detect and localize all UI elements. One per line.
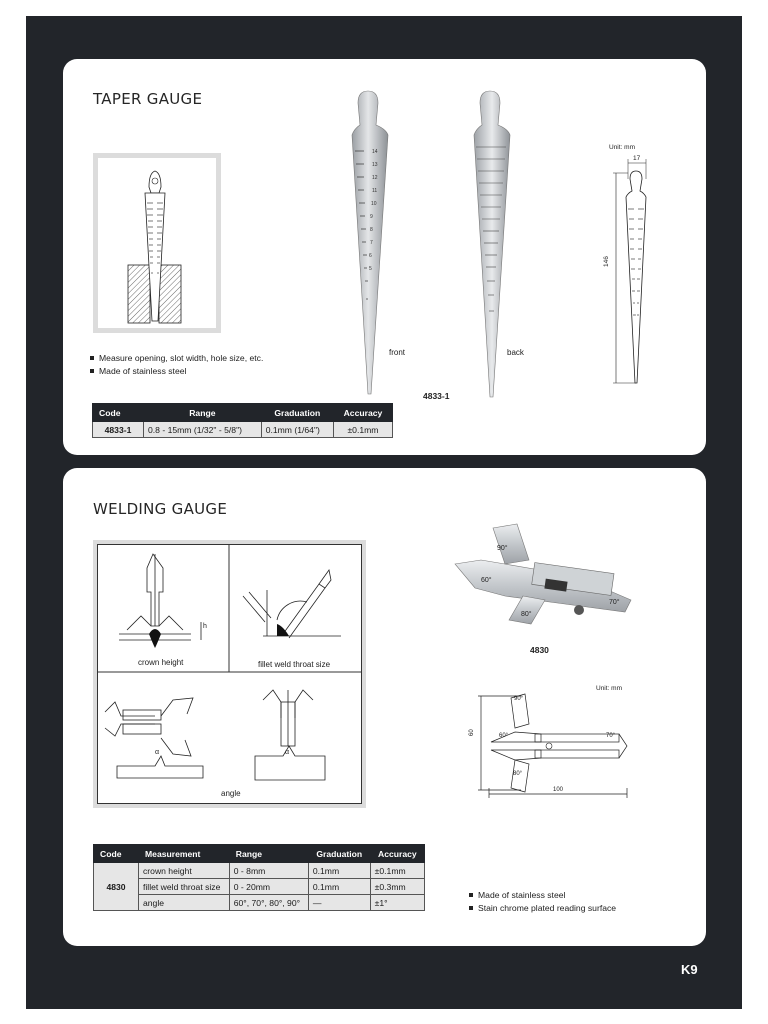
welding-gauge-panel xyxy=(63,468,706,946)
cell-code: 4830 xyxy=(94,863,139,911)
welding-gauge-photo xyxy=(445,520,645,630)
col-header-accuracy: Accuracy xyxy=(370,845,424,863)
weld-height-dim: 60 xyxy=(469,729,475,736)
weld-dimension-drawing xyxy=(475,690,635,800)
cell-accuracy: ±0.1mm xyxy=(333,422,392,438)
photo-90-mark: 90° xyxy=(497,545,508,552)
cell-code: 4833-1 xyxy=(93,422,144,438)
drawing-90-mark: 90° xyxy=(514,696,524,702)
taper-feature-list xyxy=(90,352,263,377)
taper-feature-item: Made of stainless steel xyxy=(90,365,263,378)
col-header-graduation: Graduation xyxy=(261,404,333,422)
angle-caption: angle xyxy=(221,789,241,798)
taper-usage-drawing xyxy=(93,153,221,333)
h-label: h xyxy=(203,623,207,630)
col-header-code: Code xyxy=(94,845,139,863)
cell-accuracy: ±1° xyxy=(370,895,424,911)
cell-range: 0 - 8mm xyxy=(229,863,308,879)
weld-feature-list xyxy=(469,889,616,914)
page-number: K9 xyxy=(681,962,698,977)
table-row xyxy=(93,422,393,438)
svg-text:11: 11 xyxy=(372,188,378,194)
alpha-label-2: α xyxy=(285,749,290,756)
weld-unit-label: Unit: mm xyxy=(596,685,622,692)
col-header-measurement: Measurement xyxy=(139,845,230,863)
cell-measurement: angle xyxy=(139,895,230,911)
cell-accuracy: ±0.3mm xyxy=(370,879,424,895)
weld-title: WELDING GAUGE xyxy=(93,500,228,518)
weld-model-label: 4830 xyxy=(530,645,549,655)
svg-text:6: 6 xyxy=(369,253,372,259)
svg-text:10: 10 xyxy=(371,201,377,207)
col-header-code: Code xyxy=(93,404,144,422)
taper-spec-table xyxy=(92,403,393,438)
taper-gauge-panel xyxy=(63,59,706,455)
cell-measurement: fillet weld throat size xyxy=(139,879,230,895)
table-row xyxy=(94,879,425,895)
fillet-caption: fillet weld throat size xyxy=(258,660,331,669)
weld-diagram-drawing xyxy=(93,540,366,808)
col-header-accuracy: Accuracy xyxy=(333,404,392,422)
cell-range: 0.8 - 15mm (1/32" - 5/8") xyxy=(144,422,262,438)
col-header-range: Range xyxy=(229,845,308,863)
weld-spec-table xyxy=(93,844,425,911)
taper-length-dim: 146 xyxy=(603,256,610,267)
svg-text:7: 7 xyxy=(370,240,373,246)
cell-graduation: — xyxy=(308,895,370,911)
taper-feature-item: Measure opening, slot width, hole size, etc. xyxy=(90,352,263,365)
photo-80-mark: 80° xyxy=(521,611,532,618)
cell-graduation: 0.1mm (1/64") xyxy=(261,422,333,438)
col-header-range: Range xyxy=(144,404,262,422)
cell-range: 0 - 20mm xyxy=(229,879,308,895)
svg-text:12: 12 xyxy=(372,175,378,181)
taper-dimension-drawing xyxy=(608,151,668,391)
svg-text:14: 14 xyxy=(372,149,378,155)
taper-usage-diagram xyxy=(93,153,221,333)
cell-range: 60°, 70°, 80°, 90° xyxy=(229,895,308,911)
col-header-graduation: Graduation xyxy=(308,845,370,863)
drawing-70-mark: 70° xyxy=(606,733,616,739)
drawing-80-mark: 80° xyxy=(513,771,523,777)
weld-feature-item: Stain chrome plated reading surface xyxy=(469,902,616,915)
cell-graduation: 0.1mm xyxy=(308,879,370,895)
back-label: back xyxy=(507,348,524,357)
weld-usage-diagrams xyxy=(93,540,366,808)
photo-60-mark: 60° xyxy=(481,577,492,584)
cell-accuracy: ±0.1mm xyxy=(370,863,424,879)
weld-length-dim: 100 xyxy=(553,787,564,793)
cell-measurement: crown height xyxy=(139,863,230,879)
svg-text:13: 13 xyxy=(372,162,378,168)
weld-feature-item: Made of stainless steel xyxy=(469,889,616,902)
taper-model-label: 4833-1 xyxy=(423,391,450,401)
cell-graduation: 0.1mm xyxy=(308,863,370,879)
taper-unit-label: Unit: mm xyxy=(609,144,635,151)
taper-width-dim: 17 xyxy=(633,155,641,162)
taper-title: TAPER GAUGE xyxy=(93,90,203,108)
photo-70-mark: 70° xyxy=(609,599,620,606)
table-row xyxy=(94,895,425,911)
alpha-label-1: α xyxy=(155,749,160,756)
drawing-60-mark: 60° xyxy=(499,733,509,739)
svg-text:8: 8 xyxy=(370,227,373,233)
crown-height-caption: crown height xyxy=(138,658,184,667)
front-label: front xyxy=(389,348,406,357)
svg-text:9: 9 xyxy=(370,214,373,220)
svg-text:5: 5 xyxy=(369,266,372,272)
table-row xyxy=(94,863,425,879)
